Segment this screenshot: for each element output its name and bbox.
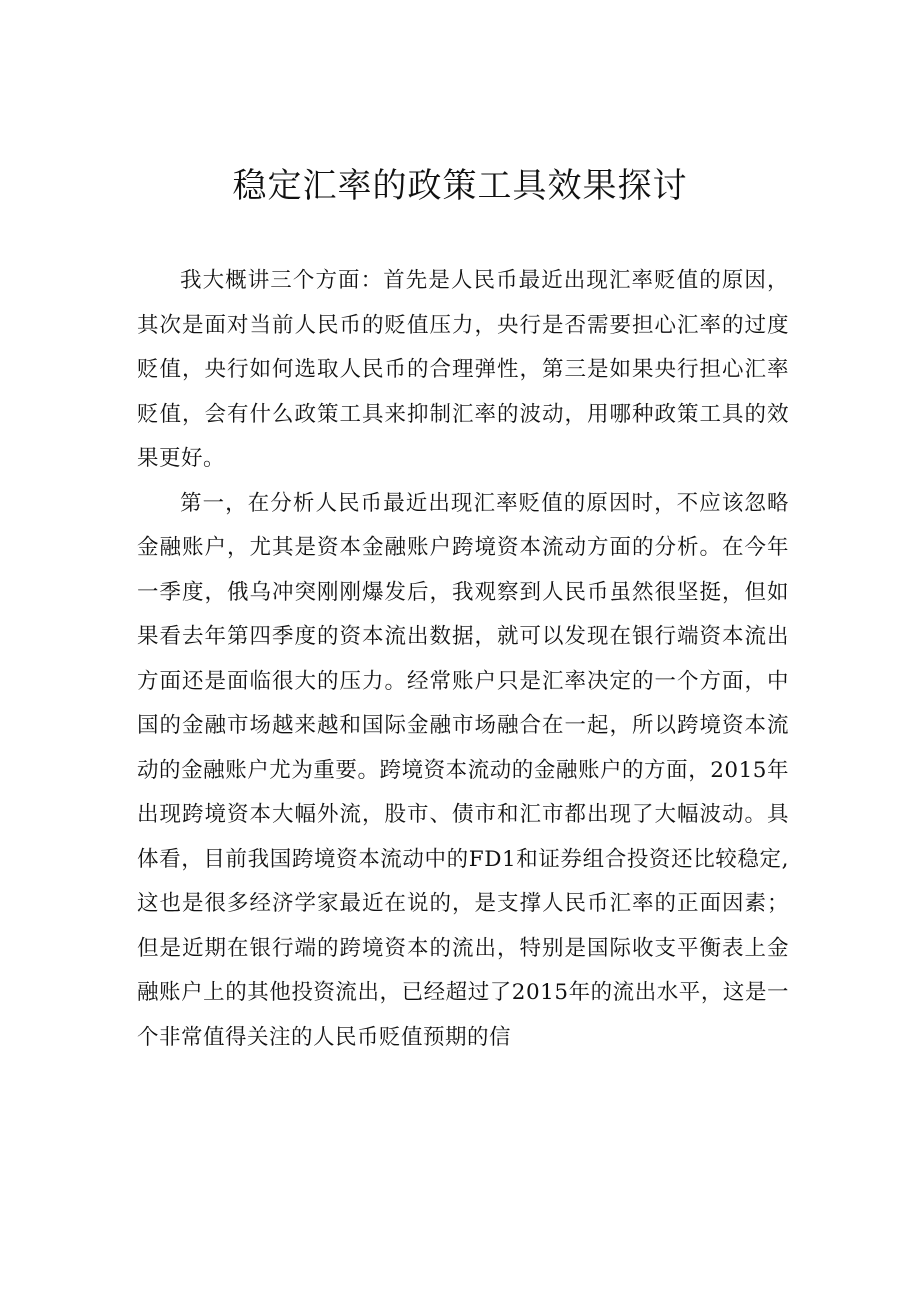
document-title: 稳定汇率的政策工具效果探讨 (232, 166, 688, 206)
document-body (137, 259, 789, 1060)
paragraph-2: 第一，在分析人民币最近出现汇率贬值的原因时，不应该忽略金融账户，尤其是资本金融账户跨境资本流动方面的分析。在今年一季度，俄乌冲突刚刚爆发后，我观察到人民币虽然很坚挺，但如果看去年第四季度的资本流出数据，就可以发现在银行端资本流出方面还是面临很大的压力。经常账户只是汇率决定的一个方面，中国的金融市场越来越和国际金融市场融合在一起，所以跨境资本流动的金融账户尤为重要。跨境资本流动的金融账户的方面，2015年出现跨境资本大幅外流，股市、债市和汇市都出现了大幅波动。具体看，目前我国跨境资本流动中的FD1和证券组合投资还比较稳定,这也是很多经济学家最近在说的，是支撑人民币汇率的正面因素；但是近期在银行端的跨境资本的流出，特别是国际收支平衡表上金融账户上的其他投资流出，已经超过了2015年的流出水平，这是一个非常值得关注的人民币贬值预期的信 (137, 490, 789, 1050)
paragraph-1: 我大概讲三个方面：首先是人民币最近出现汇率贬值的原因，其次是面对当前人民币的贬值压力，央行是否需要担心汇率的过度贬值，央行如何选取人民币的合理弹性，第三是如果央行担心汇率贬值，会有什么政策工具来抑制汇率的波动，用哪种政策工具的效果更好。 (137, 268, 789, 471)
